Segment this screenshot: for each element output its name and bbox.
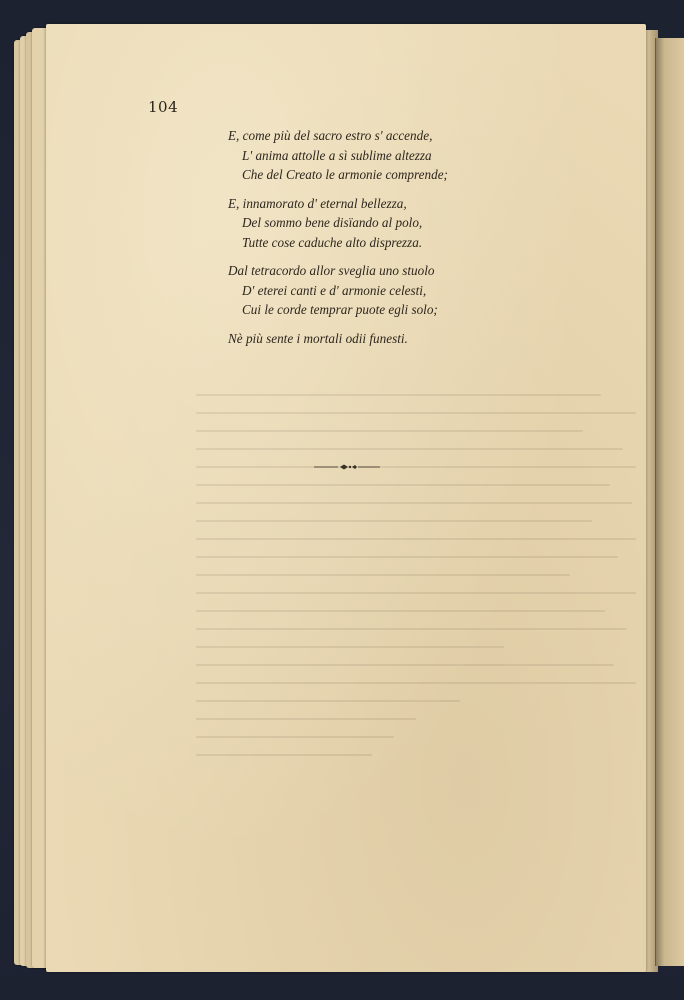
stanza [228,194,448,253]
verse-line: Del sommo bene disïando al polo, [242,215,423,230]
poem [228,126,448,357]
stanza [228,126,448,185]
stanza [228,261,448,320]
verse-line: E, come più del sacro estro s' accende, [228,128,433,143]
verse-line: Che del Creato le armonie comprende; [242,167,448,182]
verse-line: L' anima attolle a sì sublime altezza [242,147,432,163]
fleuron-divider-icon [314,462,380,472]
verse-line: Nè più sente i mortali odii funesti. [228,330,408,346]
verse-line: Cui le corde temprar puote egli solo; [242,302,438,317]
verse-line: D' eterei canti e d' armonie celesti, [242,282,427,298]
page-number: 104 [148,98,179,116]
verse-line: Tutte cose caduche alto disprezza. [242,234,423,250]
verse-line: E, innamorato d' eternal bellezza, [228,195,407,211]
verse-line: Dal tetracordo allor sveglia uno stuolo [228,263,435,278]
facing-page-edge [655,38,684,966]
stanza [228,329,448,349]
bleed-through-texture [196,394,636,864]
